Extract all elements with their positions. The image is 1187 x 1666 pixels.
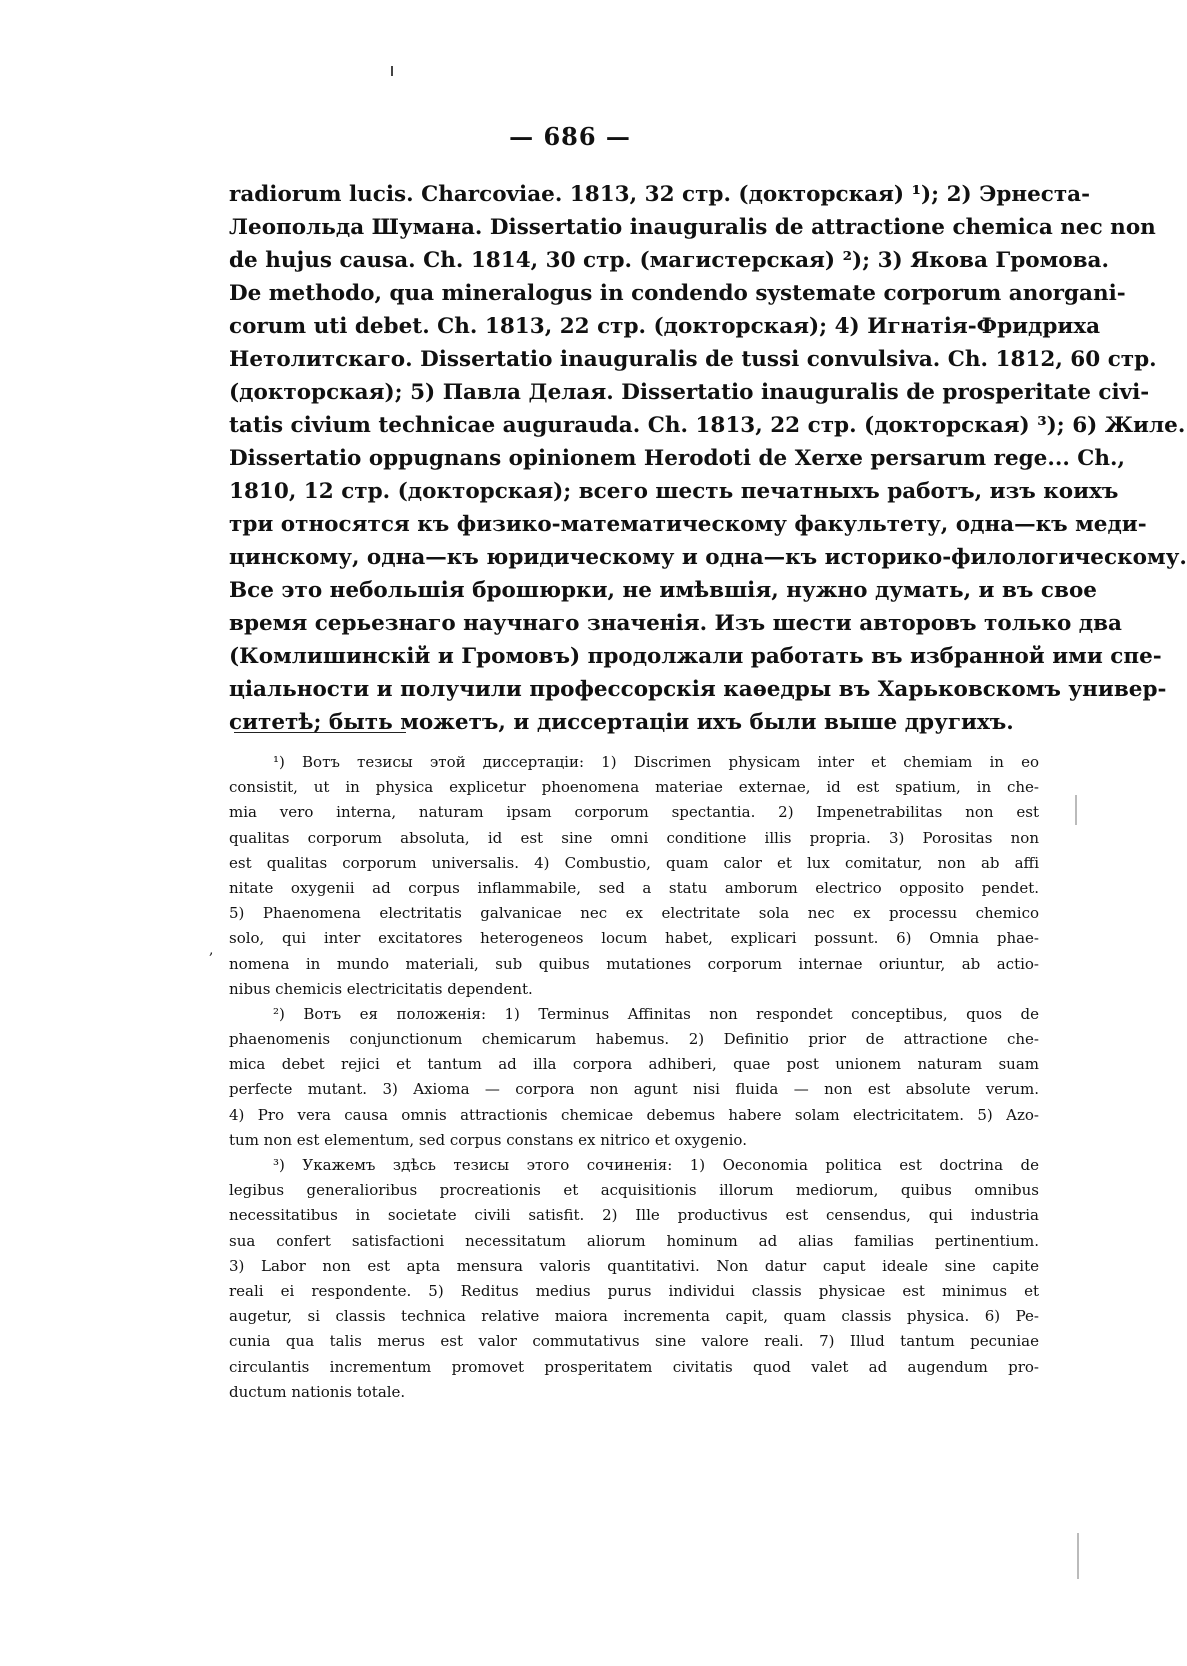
footnote-3-line: sua confert satisfactioni necessitatum aliorum hominum ad alias familias pertinentium. — [229, 1231, 1039, 1250]
footnote-3-line: circulantis incrementum promovet prosperitatem civitatis quod valet ad augendum pro- — [229, 1357, 1039, 1376]
footnote-1-line: nitate oxygenii ad corpus inflammabile, sed a statu amborum electrico opposito pendet. — [229, 878, 1039, 897]
main-text-line: Dissertatio oppugnans opinionem Herodoti de Xerxe persarum rege... Ch., — [229, 446, 1126, 471]
main-text-line: три относятся къ физико-математическому факультету, одна—къ меди- — [229, 512, 1147, 537]
footnote-3-line: ductum nationis totale. — [229, 1382, 406, 1401]
stray-mark-left: , — [209, 942, 214, 958]
footnote-3-line: legibus generalioribus procreationis et acquisitionis illorum mediorum, quibus omnibus — [229, 1181, 1039, 1200]
main-text-line: (Комлишинскій и Громовъ) продолжали работать въ избранной ими спе- — [229, 644, 1162, 669]
footnote-2-line: tum non est elementum, sed corpus constans ex nitrico et oxygenio. — [229, 1130, 747, 1149]
footnote-1-line: solo, qui inter excitatores heterogeneos locum habet, explicari possunt. 6) Omnia phae- — [229, 929, 1039, 948]
main-text-line: corum uti debet. Ch. 1813, 22 стр. (докторская); 4) Игнатія-Фридриха — [229, 314, 1101, 339]
main-text-line: De methodo, qua mineralogus in condendo systemate corporum anorgani- — [229, 281, 1126, 306]
footnote-1-line: mia vero interna, naturam ipsam corporum spectantia. 2) Impenetrabilitas non est — [229, 803, 1039, 822]
main-text-line: 1810, 12 стр. (докторская); всего шесть печатныхъ работъ, изъ коихъ — [229, 479, 1119, 504]
main-text-line: цинскому, одна—къ юридическому и одна—къ историко-филологическому. — [229, 545, 1187, 570]
main-text-line: Все это небольшія брошюрки, не имѣвшія, нужно думать, и въ свое — [229, 578, 1097, 603]
footnote-1-line: consistit, ut in physica explicetur phoenomena materiae externae, id est spatium, in che- — [229, 778, 1039, 797]
footnote-3-line: augetur, si classis technica relative maiora incrementa capit, quam classis physica. 6) Pe- — [229, 1307, 1039, 1326]
main-text-line: (докторская); 5) Павла Делая. Dissertatio inauguralis de prosperitate civi- — [229, 380, 1150, 405]
footnote-1-line: nomena in mundo materiali, sub quibus mutationes corporum internae oriuntur, ab actio- — [229, 954, 1039, 973]
stray-mark-top — [391, 66, 393, 76]
footnote-3-line: reali ei respondente. 5) Reditus medius purus individui classis physicae est minimus et — [229, 1281, 1039, 1300]
main-text-line: tatis civium technicae augurauda. Ch. 1813, 22 стр. (докторская) ³); 6) Жиле. — [229, 413, 1186, 438]
footnote-1-line: ¹) Вотъ тезисы этой диссертаціи: 1) Discrimen physicam inter et chemiam in eo — [273, 753, 1039, 771]
main-text-line: Леопольда Шумана. Dissertatio inauguralis de attractione chemica nec non — [229, 215, 1156, 240]
main-text-line: de hujus causa. Ch. 1814, 30 стр. (магистерская) ²); 3) Якова Громова. — [229, 248, 1109, 273]
footnote-1-line: 5) Phaenomena electritatis galvanicae nec ex electritate sola nec ex processu chemico — [229, 904, 1039, 923]
scan-artifact-mark — [1075, 795, 1077, 825]
footnote-separator — [234, 732, 406, 733]
main-text-line: ціальности и получили профессорскія каѳедры въ Харьковскомъ универ- — [229, 677, 1167, 702]
footnote-1-line: qualitas corporum absoluta, id est sine omni conditione illis propria. 3) Porositas non — [229, 828, 1039, 847]
footnotes — [229, 750, 1039, 1405]
footnote-2-line: mica debet rejici et tantum ad illa corpora adhiberi, quae post unionem naturam suam — [229, 1055, 1039, 1074]
scan-artifact-mark — [1077, 1533, 1079, 1579]
page-number: — 686 — — [509, 122, 631, 151]
main-text-line: radiorum lucis. Charcoviae. 1813, 32 стр. (докторская) ¹); 2) Эрнеста- — [229, 182, 1091, 207]
footnote-3-line: ³) Укажемъ здѣсь тезисы этого сочиненія: 1) Oeconomia politica est doctrina de — [273, 1156, 1039, 1174]
footnote-3-line: cunia qua talis merus est valor commutativus sine valore reali. 7) Illud tantum pecuniae — [229, 1332, 1039, 1351]
main-text-line: время серьезнаго научнаго значенія. Изъ шести авторовъ только два — [229, 611, 1122, 636]
footnote-2-line: ²) Вотъ ея положенія: 1) Terminus Affinitas non respondet conceptibus, quos de — [273, 1004, 1039, 1023]
main-text — [229, 178, 1187, 739]
footnote-2-line: phaenomenis conjunctionum chemicarum habemus. 2) Definitio prior de attractione che- — [229, 1030, 1039, 1049]
footnote-2-line: perfecte mutant. 3) Axioma — corpora non agunt nisi fluida — non est absolute verum. — [229, 1080, 1039, 1099]
footnote-1-line: est qualitas corporum universalis. 4) Combustio, quam calor et lux comitatur, non ab affi — [229, 853, 1039, 872]
main-text-line: ситетѣ; быть можетъ, и диссертаціи ихъ были выше другихъ. — [229, 710, 1014, 735]
footnote-1-line: nibus chemicis electricitatis dependent. — [229, 979, 533, 998]
main-text-line: Нетолитскаго. Dissertatio inauguralis de tussi convulsiva. Ch. 1812, 60 стр. — [229, 347, 1157, 372]
footnote-2-line: 4) Pro vera causa omnis attractionis chemicae debemus habere solam electricitatem. 5) Azo- — [229, 1105, 1039, 1124]
footnote-3-line: 3) Labor non est apta mensura valoris quantitativi. Non datur caput ideale sine capite — [229, 1256, 1039, 1275]
footnote-3-line: necessitatibus in societate civili satisfit. 2) Ille productivus est censendus, qui industria — [229, 1206, 1039, 1225]
